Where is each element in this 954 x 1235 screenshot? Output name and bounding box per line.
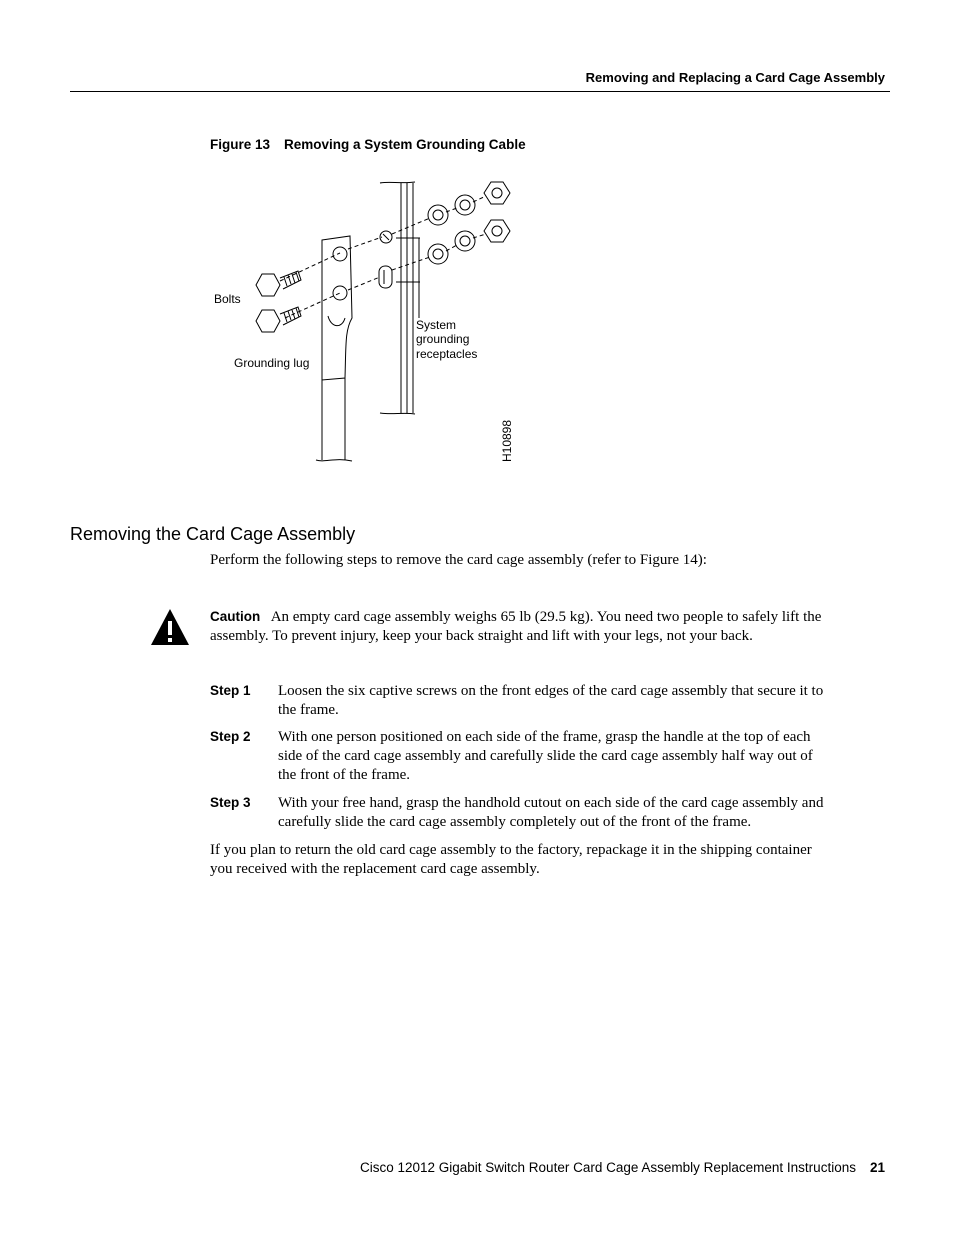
nut-icon: [484, 182, 510, 204]
receptacle-slot-lower: [379, 266, 392, 288]
step-label: Step 2: [210, 729, 251, 744]
intro-paragraph: Perform the following steps to remove the card cage assembly (refer to Figure 14):: [210, 552, 707, 568]
running-header: Removing and Replacing a Card Cage Assembly: [585, 70, 885, 85]
washer-icon: [455, 231, 475, 251]
footer-doc-title: Cisco 12012 Gigabit Switch Router Card Cage Assembly Replacement Instructions: [359, 1160, 856, 1175]
grounding-lug-label: Grounding lug: [234, 356, 310, 370]
figure-title: Removing a System Grounding Cable: [284, 137, 526, 152]
caution-block: [210, 607, 830, 646]
page-number: 21: [869, 1160, 885, 1175]
grounding-lug: [316, 236, 352, 461]
washer-icon: [455, 195, 475, 215]
frame-rail: [380, 182, 420, 414]
figure-number: Figure 13: [210, 137, 271, 152]
bolts-label: Bolts: [214, 292, 241, 306]
figure-id-label: H10898: [500, 419, 514, 462]
washer-icon: [428, 244, 448, 264]
caution-text: An empty card cage assembly weighs 65 lb (29.5 kg). You need two people to safely lift the assembly. To prevent injury, keep your back straight and lift with your legs, not your back.: [210, 609, 822, 644]
grounding-cable-figure: [0, 0, 954, 500]
step-label: Step 3: [210, 795, 251, 810]
receptacles-label-line3: receptacles: [416, 347, 478, 361]
page-footer: [0, 1160, 885, 1175]
receptacles-label-line1: System: [416, 318, 457, 332]
washer-icon: [428, 205, 448, 225]
nut-icon: [484, 220, 510, 242]
bolt-icon: [256, 307, 301, 332]
caution-warning-icon: [150, 608, 190, 646]
step-label: Step 1: [210, 683, 251, 698]
receptacles-label-line2: grounding: [416, 332, 470, 346]
closing-paragraph: If you plan to return the old card cage assembly to the factory, repackage it in the shipping container you received with the replacement card cage assembly.: [210, 842, 812, 877]
step-text: With one person positioned on each side of the frame, grasp the handle at the top of each side of the card cage assembly and carefully slide the card cage assembly half way out of the front of the frame.: [278, 729, 813, 783]
step-text: With your free hand, grasp the handhold cutout on each side of the card cage assembly and carefully slide the card cage assembly completely out of the front of the frame.: [278, 795, 824, 830]
section-heading: Removing the Card Cage Assembly: [70, 524, 356, 544]
step-text: Loosen the six captive screws on the front edges of the card cage assembly that secure it to the frame.: [278, 683, 824, 718]
caution-label: Caution: [210, 609, 261, 624]
